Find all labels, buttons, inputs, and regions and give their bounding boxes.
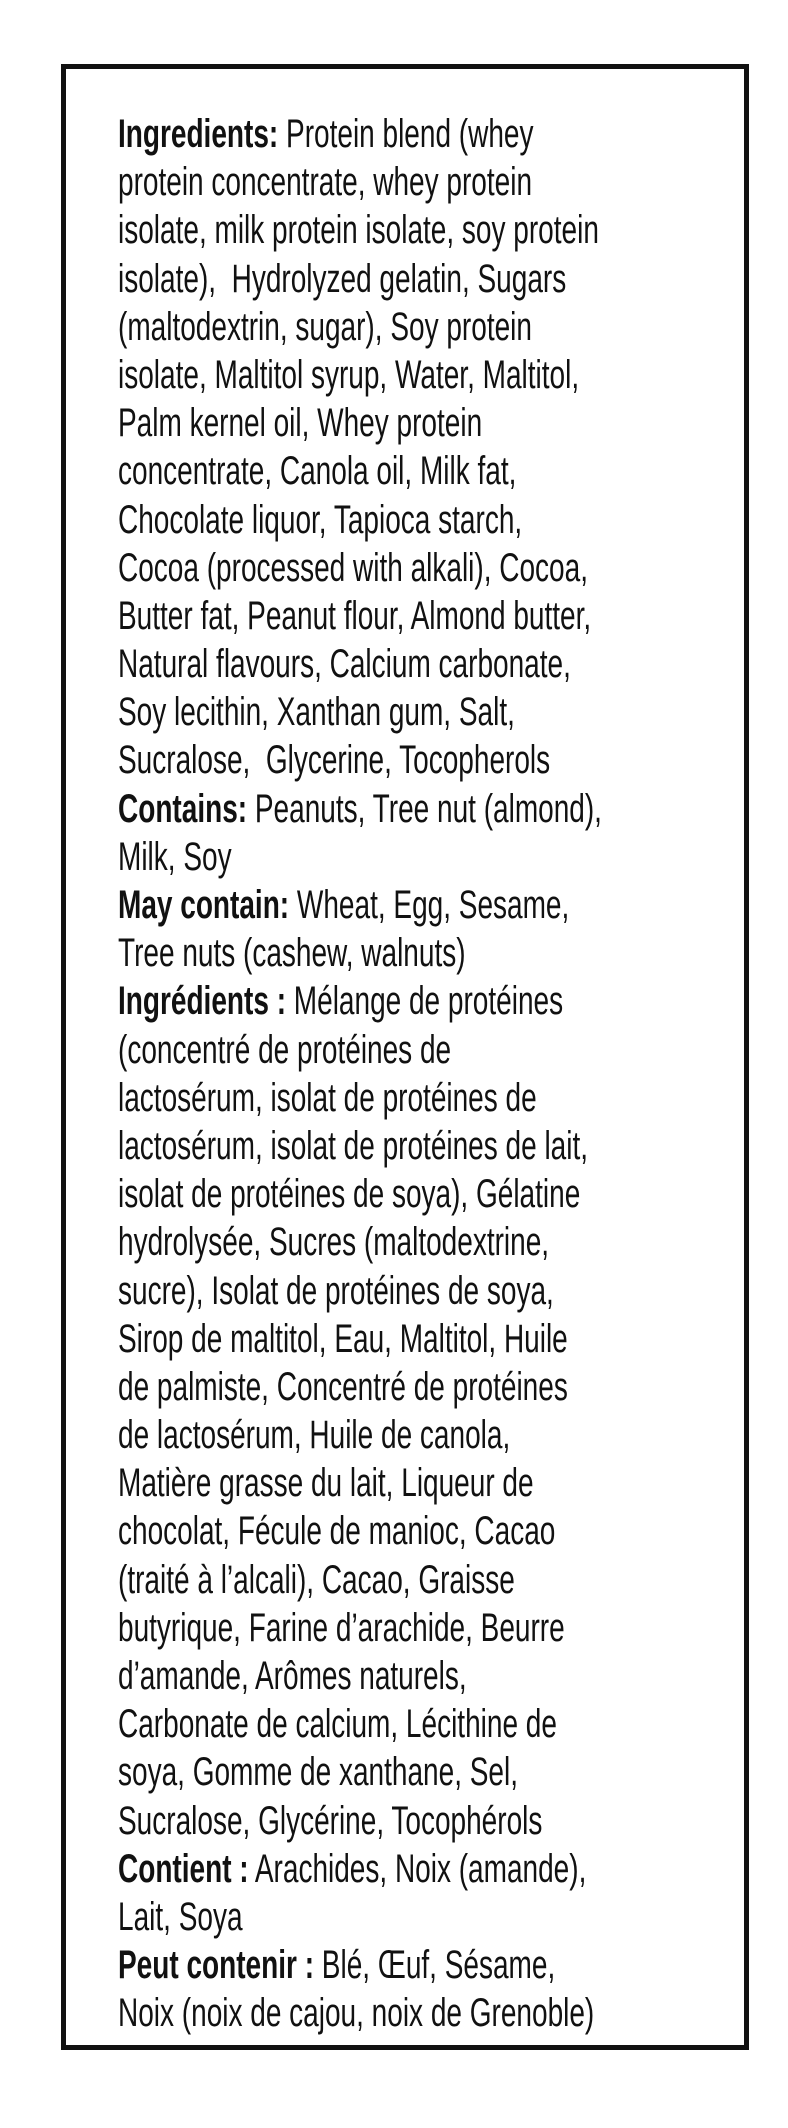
text-line bbox=[118, 977, 748, 1025]
line-text: Soy lecithin, Xanthan gum, Salt, bbox=[118, 690, 515, 735]
text-line bbox=[118, 447, 748, 495]
text-line bbox=[118, 1218, 748, 1266]
section-heading: Contains: bbox=[118, 786, 248, 831]
text-line bbox=[118, 592, 748, 640]
text-line bbox=[118, 1748, 748, 1796]
text-line bbox=[118, 1797, 748, 1845]
line-text: de palmiste, Concentré de protéines bbox=[118, 1364, 568, 1409]
text-line bbox=[118, 640, 748, 688]
line-text: Protein blend (whey bbox=[278, 112, 534, 156]
line-text: isolate), Hydrolyzed gelatin, Sugars bbox=[118, 256, 567, 301]
text-line bbox=[118, 1604, 748, 1652]
line-text: Cocoa (processed with alkali), Cocoa, bbox=[118, 545, 588, 590]
line-text: Sucralose, Glycérine, Tocophérols bbox=[118, 1798, 543, 1843]
line-text: Butter fat, Peanut flour, Almond butter, bbox=[118, 593, 592, 638]
text-line bbox=[118, 833, 748, 881]
line-text: Sirop de maltitol, Eau, Maltitol, Huile bbox=[118, 1316, 568, 1361]
text-line bbox=[118, 1363, 748, 1411]
text-line bbox=[118, 496, 748, 544]
line-text: lactosérum, isolat de protéines de lait, bbox=[118, 1123, 589, 1168]
text-line bbox=[118, 206, 748, 254]
line-text: hydrolysée, Sucres (maltodextrine, bbox=[118, 1220, 550, 1265]
section-heading: Ingrédients : bbox=[118, 979, 287, 1024]
section-heading: Contient : bbox=[118, 1846, 249, 1891]
line-text: isolat de protéines de soya), Gélatine bbox=[118, 1172, 581, 1217]
text-line bbox=[118, 1267, 748, 1315]
line-text: isolate, Maltitol syrup, Water, Maltitol, bbox=[118, 352, 580, 397]
line-text: (traité à l’alcali), Cacao, Graisse bbox=[118, 1557, 515, 1602]
line-text: Blé, Œuf, Sésame, bbox=[314, 1943, 556, 1988]
line-text: d’amande, Arômes naturels, bbox=[118, 1654, 467, 1698]
text-line bbox=[118, 1170, 748, 1218]
text-line bbox=[118, 1122, 748, 1170]
text-line bbox=[118, 785, 748, 833]
text-line bbox=[118, 351, 748, 399]
text-line bbox=[118, 1652, 748, 1700]
line-text: protein concentrate, whey protein bbox=[118, 160, 533, 205]
text-line bbox=[118, 929, 748, 977]
line-text: Wheat, Egg, Sesame, bbox=[289, 883, 570, 927]
text-line bbox=[118, 1893, 748, 1941]
line-text: soya, Gomme de xanthane, Sel, bbox=[118, 1750, 519, 1795]
section-heading: Ingredients: bbox=[118, 112, 279, 156]
line-text: Tree nuts (cashew, walnuts) bbox=[118, 931, 466, 976]
text-line bbox=[118, 1989, 748, 2037]
text-line bbox=[118, 110, 748, 158]
text-line bbox=[118, 158, 748, 206]
text-line bbox=[118, 1507, 748, 1555]
text-line bbox=[118, 1026, 748, 1074]
text-line bbox=[118, 881, 748, 929]
text-line bbox=[118, 1556, 748, 1604]
line-text: Sucralose, Glycerine, Tocopherols bbox=[118, 738, 551, 783]
text-line bbox=[118, 1845, 748, 1893]
line-text: concentrate, Canola oil, Milk fat, bbox=[118, 449, 517, 494]
line-text: Lait, Soya bbox=[118, 1894, 243, 1939]
line-text: isolate, milk protein isolate, soy protein bbox=[118, 208, 599, 253]
line-text: Noix (noix de cajou, noix de Grenoble) bbox=[118, 1991, 595, 2036]
line-text: Mélange de protéines bbox=[286, 979, 564, 1024]
line-text: chocolat, Fécule de manioc, Cacao bbox=[118, 1509, 556, 1554]
line-text: Natural flavours, Calcium carbonate, bbox=[118, 642, 571, 687]
line-text: Arachides, Noix (amande), bbox=[248, 1846, 587, 1891]
line-text: Milk, Soy bbox=[118, 834, 232, 879]
text-line bbox=[118, 688, 748, 736]
text-line bbox=[118, 255, 748, 303]
text-line bbox=[118, 1459, 748, 1507]
text-line bbox=[118, 303, 748, 351]
text-line bbox=[118, 1700, 748, 1748]
text-line bbox=[118, 1074, 748, 1122]
line-text: sucre), Isolat de protéines de soya, bbox=[118, 1268, 554, 1313]
line-text: (concentré de protéines de bbox=[118, 1027, 452, 1072]
line-text: Carbonate de calcium, Lécithine de bbox=[118, 1702, 557, 1747]
section-heading: Peut contenir : bbox=[118, 1943, 315, 1988]
line-text: de lactosérum, Huile de canola, bbox=[118, 1413, 511, 1458]
text-line bbox=[118, 736, 748, 784]
line-text: Peanuts, Tree nut (almond), bbox=[247, 786, 602, 831]
section-heading: May contain: bbox=[118, 883, 290, 927]
text-line bbox=[118, 544, 748, 592]
line-text: butyrique, Farine d’arachide, Beurre bbox=[118, 1605, 565, 1650]
line-text: lactosérum, isolat de protéines de bbox=[118, 1075, 537, 1120]
text-line bbox=[118, 1941, 748, 1989]
text-line bbox=[118, 399, 748, 447]
line-text: Matière grasse du lait, Liqueur de bbox=[118, 1461, 534, 1506]
text-line bbox=[118, 1315, 748, 1363]
line-text: Palm kernel oil, Whey protein bbox=[118, 401, 483, 446]
line-text: (maltodextrin, sugar), Soy protein bbox=[118, 304, 532, 349]
ingredients-text bbox=[118, 110, 748, 2038]
text-line bbox=[118, 1411, 748, 1459]
line-text: Chocolate liquor, Tapioca starch, bbox=[118, 497, 523, 542]
